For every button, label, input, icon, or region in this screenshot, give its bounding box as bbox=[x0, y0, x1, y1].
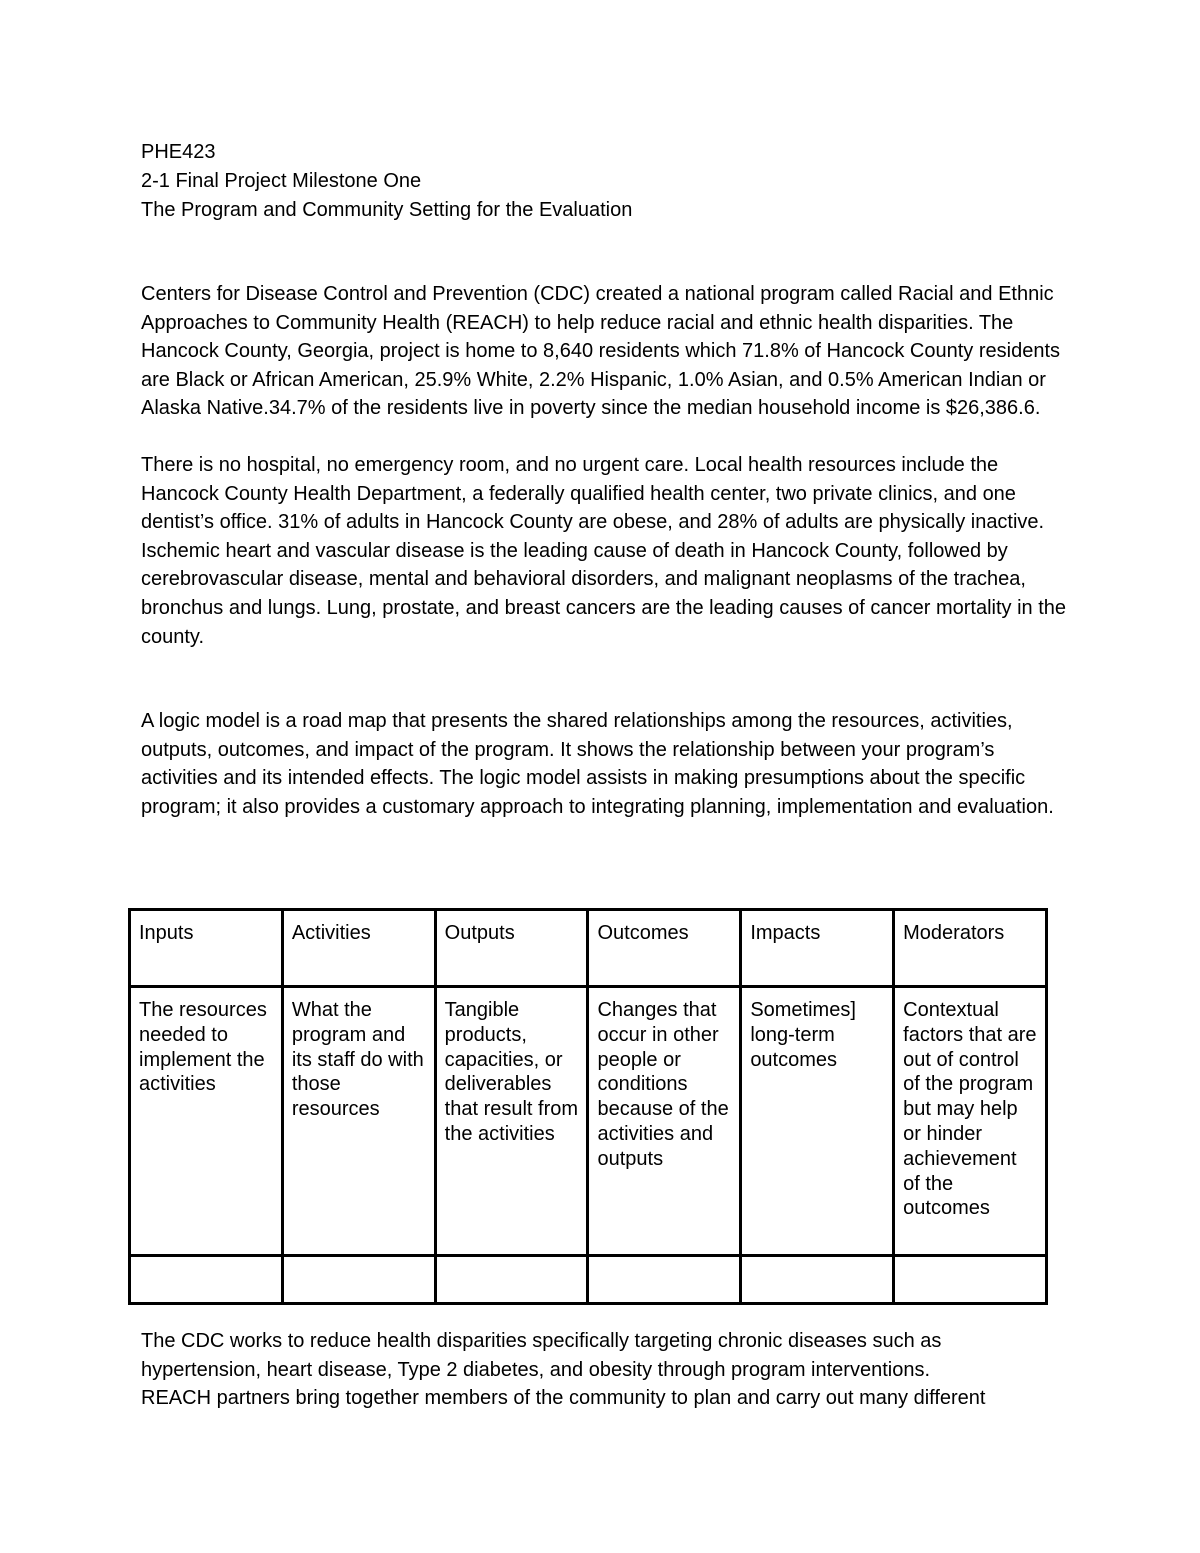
closing-line: REACH partners bring together members of the community to plan and carry out many different bbox=[141, 1387, 986, 1410]
description-cell-moderators: Contextual factors that are out of control of the program but may help or hinder achievement of the outcomes bbox=[894, 987, 1047, 1256]
empty-cell-inputs bbox=[130, 1256, 283, 1304]
closing-line: hypertension, heart disease, Type 2 diabetes, and obesity through program interventions. bbox=[141, 1358, 931, 1381]
table-header-row bbox=[130, 910, 1047, 987]
table-description-row bbox=[130, 987, 1047, 1256]
description-cell-activities: What the program and its staff do with those resources bbox=[282, 987, 435, 1256]
paragraph-health-resources: There is no hospital, no emergency room, and no urgent care. Local health resources include the Hancock County Health Department, a federally qualified health center, two private clinics, and one dentist’s office. 31% of adults in Hancock County are obese, and 28% of adults are physically inactive. Ischemic heart and vascular disease is the leading cause of death in Hancock County, followed by cerebrovascular disease, mental and behavioral disorders, and malignant neoplasms of the trachea, bronchus and lungs. Lung, prostate, and breast cancers are the leading causes of cancer mortality in the county. bbox=[141, 453, 1066, 648]
document-body bbox=[141, 138, 1071, 822]
description-cell-impacts: Sometimes] long-term outcomes bbox=[741, 987, 894, 1256]
description-cell-inputs: The resources needed to implement the activities bbox=[130, 987, 283, 1256]
empty-cell-impacts bbox=[741, 1256, 894, 1304]
header-cell-moderators: Moderators bbox=[894, 910, 1047, 987]
closing-line: The CDC works to reduce health disparities specifically targeting chronic diseases such as bbox=[141, 1330, 942, 1352]
assignment-name: 2-1 Final Project Milestone One bbox=[141, 170, 422, 192]
logic-model-table bbox=[128, 908, 1048, 1305]
course-code: PHE423 bbox=[141, 141, 216, 163]
empty-cell-moderators bbox=[894, 1256, 1047, 1304]
empty-cell-outcomes bbox=[588, 1256, 741, 1304]
header-cell-inputs: Inputs bbox=[130, 910, 283, 987]
description-cell-outcomes: Changes that occur in other people or conditions because of the activities and outputs bbox=[588, 987, 741, 1256]
header-cell-impacts: Impacts bbox=[741, 910, 894, 987]
empty-cell-outputs bbox=[435, 1256, 588, 1304]
empty-cell-activities bbox=[282, 1256, 435, 1304]
paragraph-program-overview: Centers for Disease Control and Prevention (CDC) created a national program called Racial and Ethnic Approaches to Community Health (REACH) to help reduce racial and ethnic health disparities. The Hancock County, Georgia, project is home to 8,640 residents which 71.8% of Hancock County residents are Black or African American, 25.9% White, 2.2% Hispanic, 1.0% Asian, and 0.5% American Indian or Alaska Native.34.7% of the residents live in poverty since the median household income is $26,386.6. bbox=[141, 283, 1060, 420]
header-cell-outcomes: Outcomes bbox=[588, 910, 741, 987]
document-title: The Program and Community Setting for the Evaluation bbox=[141, 199, 633, 221]
closing-paragraph bbox=[141, 1327, 1081, 1413]
header-cell-activities: Activities bbox=[282, 910, 435, 987]
header-cell-outputs: Outputs bbox=[435, 910, 588, 987]
description-cell-outputs: Tangible products, capacities, or deliverables that result from the activities bbox=[435, 987, 588, 1256]
table-empty-row bbox=[130, 1256, 1047, 1304]
paragraph-logic-model: A logic model is a road map that presents the shared relationships among the resources, activities, outputs, outcomes, and impact of the program. It shows the relationship between your program’s activities and its intended effects. The logic model assists in making presumptions about the specific program; it also provides a customary approach to integrating planning, implementation and evaluation. bbox=[141, 710, 1054, 818]
